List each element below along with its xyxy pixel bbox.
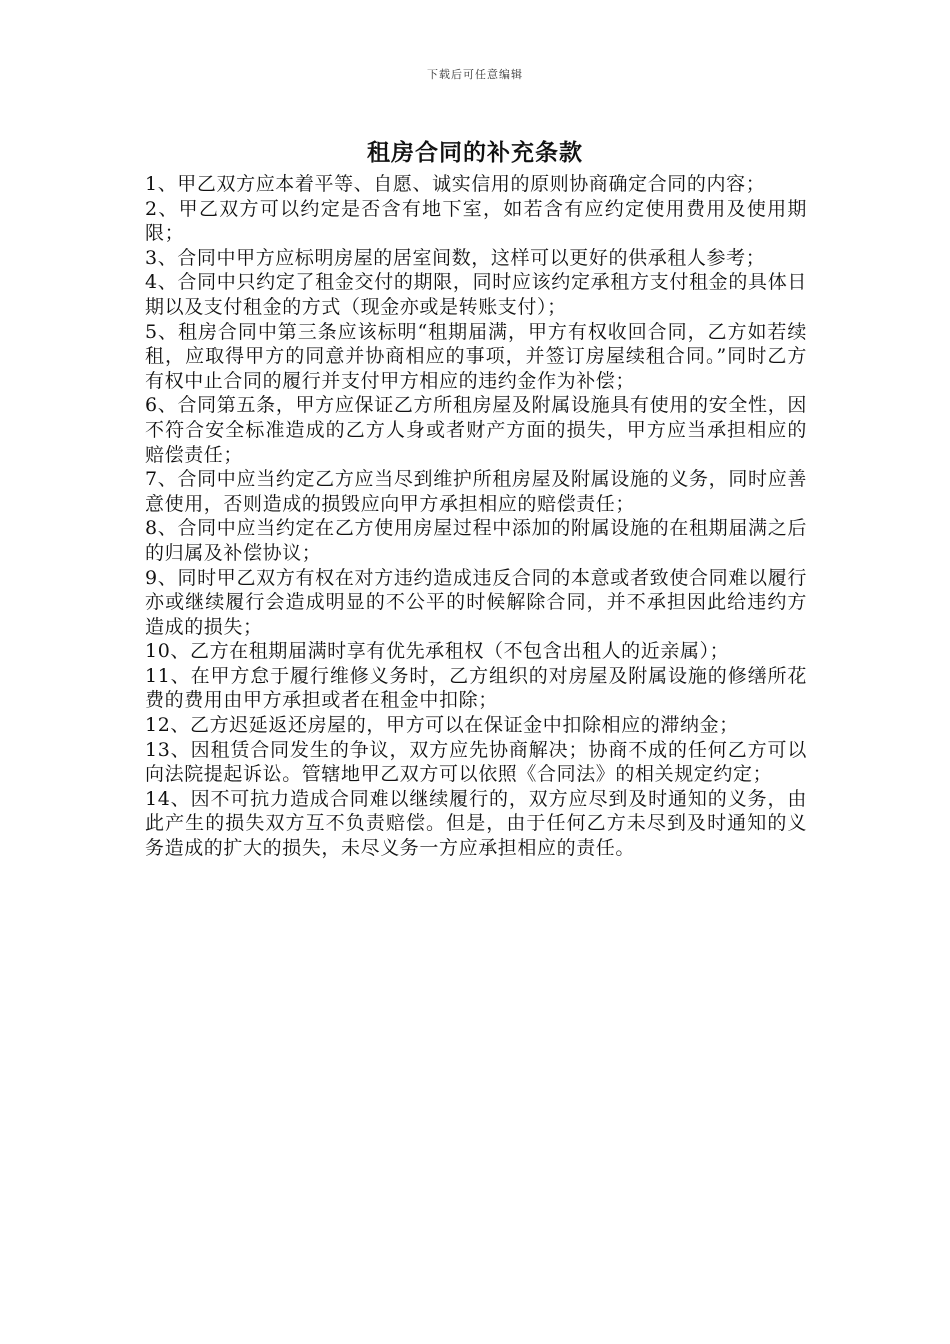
clause-1: 1、甲乙双方应本着平等、自愿、诚实信用的原则协商确定合同的内容； <box>145 173 766 195</box>
clause-8: 8、合同中应当约定在乙方使用房屋过程中添加的附属设施的在租期届满之后的归属及补偿协议； <box>145 517 807 564</box>
clause-6: 6、合同第五条，甲方应保证乙方所租房屋及附属设施具有使用的安全性，因不符合安全标准造成的乙方人身或者财产方面的损失，甲方应当承担相应的赔偿责任； <box>145 394 807 466</box>
clause-11: 11、在甲方怠于履行维修义务时，乙方组织的对房屋及附属设施的修缮所花费的费用由甲方承担或者在租金中扣除； <box>145 664 807 712</box>
clause-14: 14、因不可抗力造成合同难以继续履行的，双方应尽到及时通知的义务，由此产生的损失双方互不负责赔偿。但是，由于任何乙方未尽到及时通知的义务造成的扩大的损失，未尽义务一方应承担相应的责任。 <box>145 787 807 860</box>
clause-3: 3、合同中甲方应标明房屋的居室间数，这样可以更好的供承租人参考； <box>145 246 766 269</box>
clause-9: 9、同时甲乙双方有权在对方违约造成违反合同的本意或者致使合同难以履行亦或继续履行会造成明显的不公平的时候解除合同，并不承担因此给违约方造成的损失； <box>145 566 807 638</box>
document-body <box>145 172 807 861</box>
header-note: 下载后可任意编辑 <box>427 68 523 81</box>
document-title: 租房合同的补充条款 <box>367 140 583 166</box>
clause-2: 2、甲乙双方可以约定是否含有地下室，如若含有应约定使用费用及使用期限； <box>145 197 807 245</box>
clause-12: 12、乙方迟延返还房屋的，甲方可以在保证金中扣除相应的滞纳金； <box>145 714 739 737</box>
clause-4: 4、合同中只约定了租金交付的期限，同时应该约定承租方支付租金的具体日期以及支付租金的方式（现金亦或是转账支付）； <box>145 271 807 318</box>
clause-13: 13、因租赁合同发生的争议，双方应先协商解决；协商不成的任何乙方可以向法院提起诉讼。管辖地甲乙双方可以依照《合同法》的相关规定约定； <box>145 738 807 786</box>
clause-10: 10、乙方在租期届满时享有优先承租权（不包含出租人的近亲属）； <box>145 640 730 663</box>
clause-5: 5、租房合同中第三条应该标明“租期届满，甲方有权收回合同，乙方如若续租，应取得甲方的同意并协商相应的事项，并签订房屋续租合同。”同时乙方有权中止合同的履行并支付甲方相应的违约金作为补偿； <box>145 320 807 392</box>
clause-7: 7、合同中应当约定乙方应当尽到维护所租房屋及附属设施的义务，同时应善意使用，否则造成的损毁应向甲方承担相应的赔偿责任； <box>145 468 807 515</box>
